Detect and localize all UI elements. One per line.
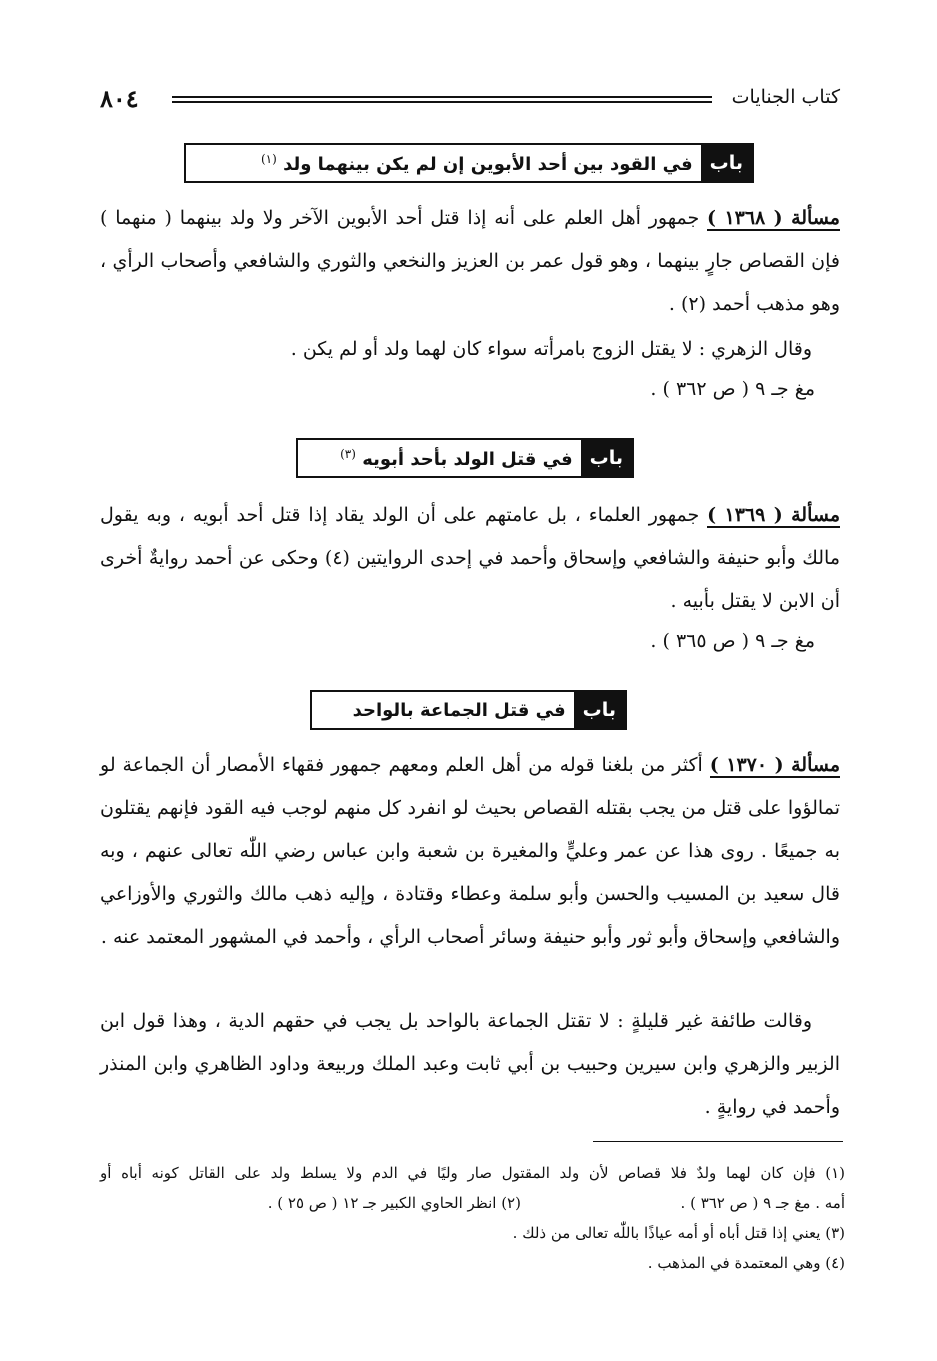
paragraph-text: وقالت طائفة غير قليلةٍ : لا تقتل الجماعة بالواحد بل يجب في حقهم الدية ، وهذا قول ابن الزبير والزهري وابن سيرين وحبيب بن أبي ثابت وعبد الملك وربيعة وداود الظاهري وابن المنذر وأحمد في روايةٍ .	[100, 1010, 840, 1118]
header-rule	[172, 96, 712, 98]
footnote-1-line-1: (١) فإن كان لهما ولدٌ فلا قصاص لأن ولد المقتول صار وليًا في الدم ولا يسلط ولد على القاتل كونه أباه أو	[100, 1164, 845, 1182]
chapter-title: في قتل الجماعة بالواحد	[352, 699, 566, 721]
masala-paragraph	[100, 494, 840, 623]
masala-label: مسألة ( ١٣٦٩ )	[707, 504, 840, 526]
masala-label: مسألة ( ١٣٦٨ )	[707, 207, 840, 229]
chapter-label: باب	[581, 440, 632, 476]
footnote-ref: (٣)	[340, 446, 356, 461]
chapter-heading	[296, 438, 634, 478]
chapter-title: في القود بين أحد الأبوين إن لم يكن بينهما ولد	[283, 153, 693, 175]
chapter-label: باب	[701, 145, 752, 181]
body-paragraph	[100, 328, 840, 371]
masala-text: جمهور العلماء ، بل عامتهم على أن الولد يقاد إذا قتل أحد أبويه ، وبه يقول مالك وأبو حنيفة والشافعي وإسحاق وأحمد في إحدى الروايتين (٤) وحكى عن أحمد روايةٌ أخرى أن الابن لا يقتل بأبيه .	[100, 504, 841, 612]
header-rule	[172, 101, 712, 103]
source-reference: مغ جـ ٩ ( ص ٣٦٥ ) .	[650, 630, 815, 652]
footnote-2: (٢) انظر الحاوي الكبير جـ ١٢ ( ص ٢٥ ) .	[267, 1194, 521, 1212]
footnote-1-line-2	[100, 1190, 845, 1217]
page-number: ٨٠٤	[100, 84, 139, 113]
chapter-heading	[184, 143, 754, 183]
book-title: كتاب الجنايات	[731, 86, 840, 108]
chapter-label: باب	[574, 692, 625, 728]
masala-paragraph	[100, 197, 840, 326]
masala-paragraph	[100, 744, 840, 959]
footnote-4: (٤) وهي المعتمدة في المذهب .	[647, 1254, 845, 1272]
masala-label: مسألة ( ١٣٧٠ )	[709, 754, 841, 776]
source-reference: مغ جـ ٩ ( ص ٣٦٢ ) .	[650, 378, 815, 400]
page-header	[100, 84, 840, 118]
footnote-1-end: أمه . مغ جـ ٩ ( ص ٣٦٢ ) .	[680, 1194, 845, 1212]
chapter-heading	[310, 690, 627, 730]
footnote-3: (٣) يعني إذا قتل أباه أو أمه عياذًا باللّٰه تعالى من ذلك .	[512, 1224, 845, 1242]
masala-text: أكثر من بلغنا قوله من أهل العلم ومعهم جمهور فقهاء الأمصار أن الجماعة لو تمالؤوا على قتل من يجب بقتله القصاص بحيث لو انفرد كل منهم لوجب فيه القود فإنهم يقتلون به جميعًا . روى هذا عن عمر وعليٍّ والمغيرة بن شعبة وابن عباس رضي اللّٰه تعالى عنهم ، وبه قال سعيد بن المسيب والحسن وأبو سلمة وعطاء وقتادة ، وإليه ذهب مالك والثوري والأوزاعي والشافعي وإسحاق وأبو ثور وأبو حنيفة وسائر أصحاب الرأي ، وأحمد في المشهور المعتمد عنه .	[100, 754, 840, 948]
masala-text: جمهور أهل العلم على أنه إذا قتل أحد الأبوين الآخر ولا ولد بينهما ( منهما ) فإن القصاص جارٍ بينهما ، وهو قول عمر بن العزيز والنخعي والثوري والشافعي وأصحاب الرأي ، وهو مذهب أحمد (٢) .	[100, 207, 840, 315]
footnote-separator	[593, 1141, 843, 1142]
body-paragraph	[100, 1000, 840, 1129]
paragraph-text: وقال الزهري : لا يقتل الزوج بامرأته سواء كان لهما ولد أو لم يكن .	[290, 338, 812, 360]
chapter-title: في قتل الولد بأحد أبويه	[362, 448, 573, 470]
footnote-ref: (١)	[260, 151, 277, 166]
